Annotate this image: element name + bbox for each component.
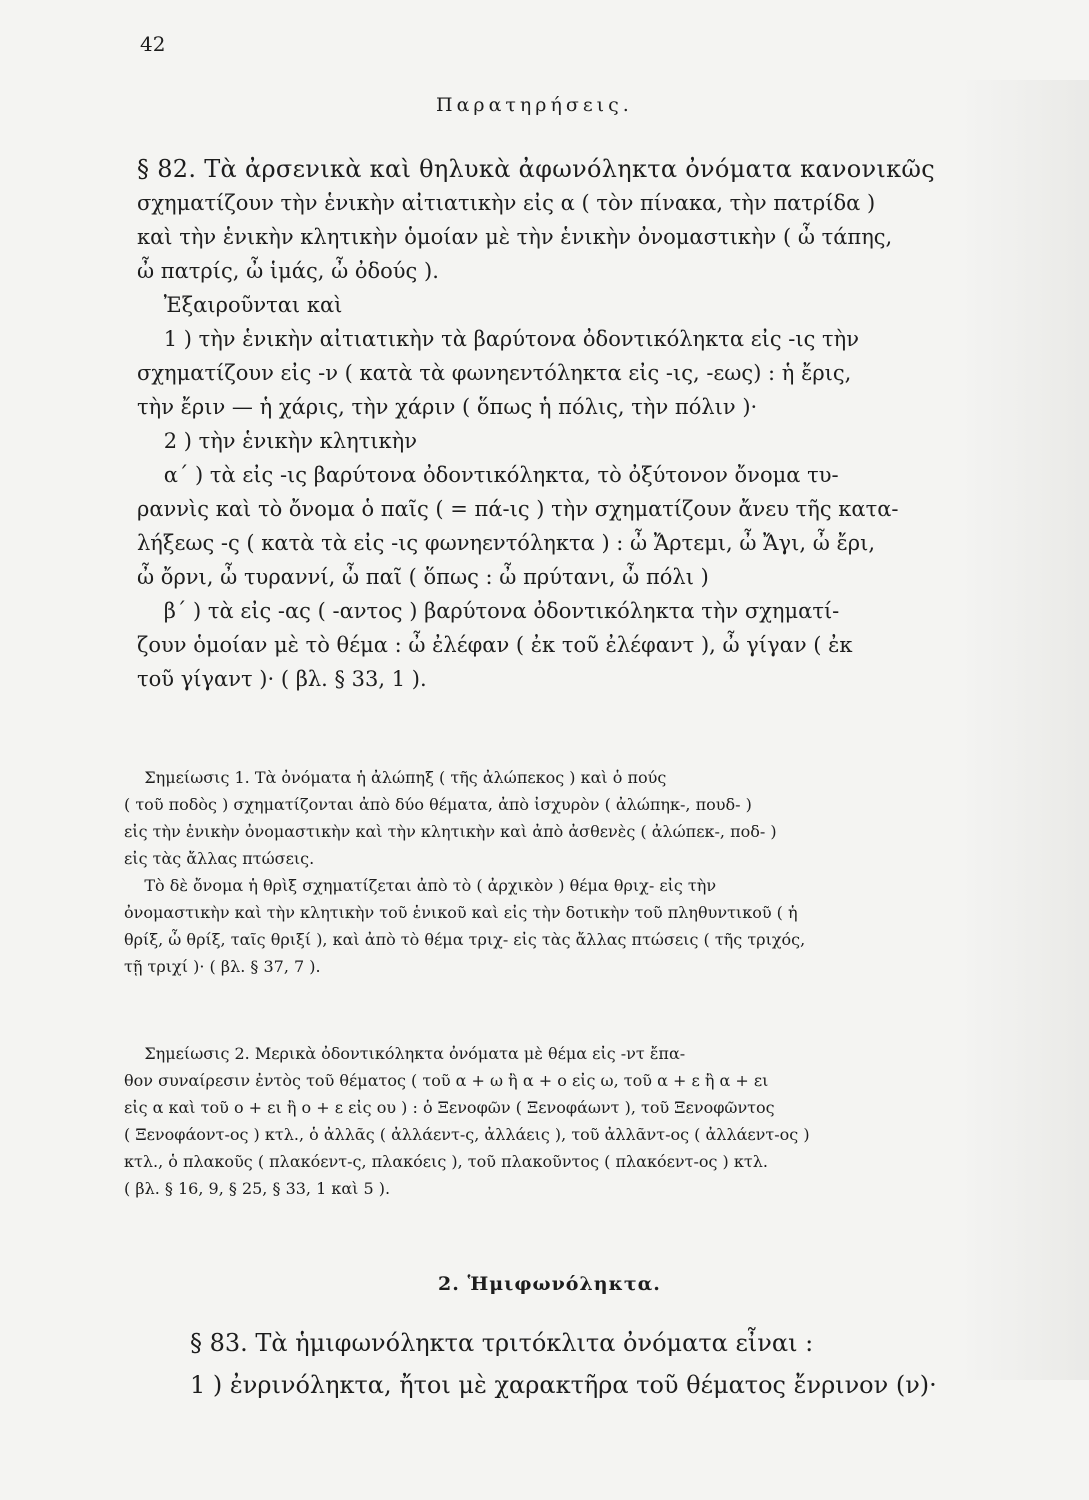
text-line: 1 ) ἐνρινόληκτα, ἤτοι μὲ χαρακτῆρα τοῦ θέματος ἔνρινον (ν)·	[190, 1371, 937, 1399]
text-line: ὦ πατρίς, ὦ ἱμάς, ὦ ὀδούς ).	[137, 259, 439, 283]
text-line: ραννὶς καὶ τὸ ὄνομα ὁ παῖς ( = πά-ις ) τὴν σχηματίζουν ἄνευ τῆς κατα-	[137, 497, 899, 521]
section-82	[137, 152, 997, 696]
note-line: Σημείωσις 1. Τὰ ὀνόματα ἡ ἀλώπηξ ( τῆς ἀλώπεκος ) καὶ ὁ πούς	[124, 768, 667, 787]
text-line: σχηματίζουν εἰς -ν ( κατὰ τὰ φωνηεντόληκτα εἰς -ις, -εως) : ἡ ἔρις,	[137, 361, 852, 385]
text-line: 2 ) τὴν ἑνικὴν κλητικὴν	[137, 429, 418, 453]
text-line: σχηματίζουν τὴν ἑνικὴν αἰτιατικὴν εἰς α ( τὸν πίνακα, τὴν πατρίδα )	[137, 191, 876, 215]
text-line: λήξεως -ς ( κατὰ τὰ εἰς -ις φωνηεντόληκτα ) : ὦ Ἄρτεμι, ὦ Ἄγι, ὦ ἔρι,	[137, 531, 876, 555]
text-line: § 82. Τὰ ἀρσενικὰ καὶ θηλυκὰ ἀφωνόληκτα ὀνόματα κανονικῶς	[137, 155, 936, 183]
text-line: τὴν ἔριν — ἡ χάρις, τὴν χάριν ( ὅπως ἡ πόλις, τὴν πόλιν )·	[137, 395, 758, 419]
section-83	[190, 1322, 1010, 1406]
note-line: Τὸ δὲ ὄνομα ἡ θρὶξ σχηματίζεται ἀπὸ τὸ ( ἀρχικὸν ) θέμα θριχ- εἰς τὴν	[124, 876, 717, 895]
section-heading: Παρατηρήσεις.	[436, 94, 633, 116]
note-line: εἰς α καὶ τοῦ ο + ει ἢ ο + ε εἰς ου ) : ὁ Ξενοφῶν ( Ξενοφάωντ ), τοῦ Ξενοφῶντος	[124, 1098, 775, 1117]
text-line: ζουν ὁμοίαν μὲ τὸ θέμα : ὦ ἐλέφαν ( ἐκ τοῦ ἐλέφαντ ), ὦ γίγαν ( ἐκ	[137, 633, 853, 657]
note-line: ( βλ. § 16, 9, § 25, § 33, 1 καὶ 5 ).	[124, 1179, 391, 1198]
note-1	[124, 764, 994, 980]
note-line: ( τοῦ ποδὸς ) σχηματίζονται ἀπὸ δύο θέματα, ἀπὸ ἰσχυρὸν ( ἀλώπηκ-, πουδ- )	[124, 795, 752, 814]
text-line: ὦ ὄρνι, ὦ τυραννί, ὦ παῖ ( ὅπως : ὦ πρύτανι, ὦ πόλι )	[137, 565, 709, 589]
text-line: § 83. Τὰ ἡμιφωνόληκτα τριτόκλιτα ὀνόματα εἶναι :	[190, 1329, 814, 1357]
note-line: Σημείωσις 2. Μερικὰ ὀδοντικόληκτα ὀνόματα μὲ θέμα εἰς -ντ ἔπα-	[124, 1044, 686, 1063]
note-line: θον συναίρεσιν ἐντὸς τοῦ θέματος ( τοῦ α + ω ἢ α + ο εἰς ω, τοῦ α + ε ἢ α + ει	[124, 1071, 769, 1090]
note-2	[124, 1040, 994, 1202]
text-line: α΄ ) τὰ εἰς -ις βαρύτονα ὀδοντικόληκτα, τὸ ὀξύτονον ὄνομα τυ-	[137, 463, 839, 487]
note-line: θρίξ, ὦ θρίξ, ταῖς θριξί ), καὶ ἀπὸ τὸ θέμα τριχ- εἰς τὰς ἄλλας πτώσεις ( τῆς τριχός,	[124, 930, 806, 949]
text-line: καὶ τὴν ἑνικὴν κλητικὴν ὁμοίαν μὲ τὴν ἑνικὴν ὀνομαστικὴν ( ὦ τάπης,	[137, 225, 893, 249]
note-line: εἰς τὴν ἑνικὴν ὀνομαστικὴν καὶ τὴν κλητικὴν καὶ ἀπὸ ἀσθενὲς ( ἀλώπεκ-, ποδ- )	[124, 822, 777, 841]
text-line: 1 ) τὴν ἑνικὴν αἰτιατικὴν τὰ βαρύτονα ὀδοντικόληκτα εἰς -ις τὴν	[137, 327, 859, 351]
subsection-heading: 2. Ἡμιφωνόληκτα.	[438, 1273, 661, 1295]
note-line: κτλ., ὁ πλακοῦς ( πλακόεντ-ς, πλακόεις ), τοῦ πλακοῦντος ( πλακόεντ-ος ) κτλ.	[124, 1152, 768, 1171]
note-line: ( Ξενοφάοντ-ος ) κτλ., ὁ ἀλλᾶς ( ἀλλάεντ-ς, ἀλλάεις ), τοῦ ἀλλᾶντ-ος ( ἀλλάεντ-ος )	[124, 1125, 810, 1144]
page-number: 42	[140, 32, 166, 56]
note-line: τῇ τριχί )· ( βλ. § 37, 7 ).	[124, 957, 321, 976]
text-line: Ἐξαιροῦνται καὶ	[137, 293, 343, 317]
note-line: εἰς τὰς ἄλλας πτώσεις.	[124, 849, 315, 868]
text-line: τοῦ γίγαντ )· ( βλ. § 33, 1 ).	[137, 667, 427, 691]
note-line: ὀνομαστικὴν καὶ τὴν κλητικὴν τοῦ ἑνικοῦ καὶ εἰς τὴν δοτικὴν τοῦ πληθυντικοῦ ( ἡ	[124, 903, 798, 922]
text-line: β΄ ) τὰ εἰς -ας ( -αντος ) βαρύτονα ὀδοντικόληκτα τὴν σχηματί-	[137, 599, 840, 623]
